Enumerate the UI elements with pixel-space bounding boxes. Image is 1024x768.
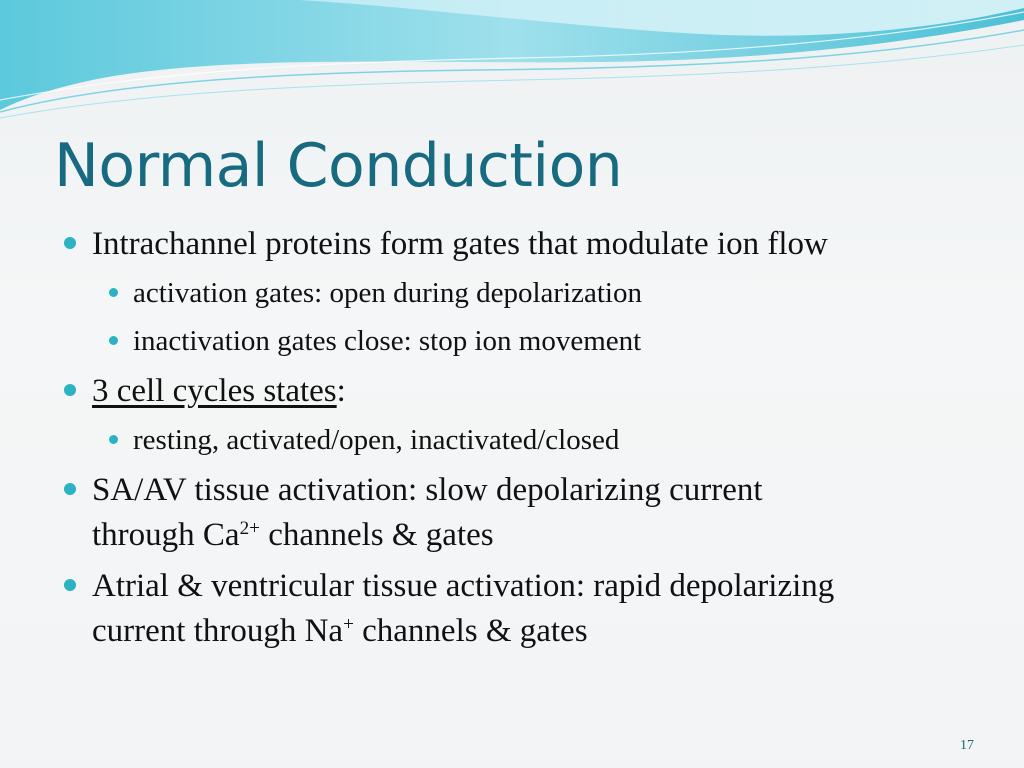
bullet-dot-icon xyxy=(64,237,76,249)
slide-body xyxy=(60,222,1000,660)
sub-bullet-text: inactivation gates close: stop ion movement xyxy=(133,325,642,357)
bullet-text-line2-pre: through Ca xyxy=(92,517,240,553)
bullet-dot-icon xyxy=(64,483,76,495)
bullet-text: Intrachannel proteins form gates that modulate ion flow xyxy=(92,226,828,262)
bullet-dot-icon xyxy=(109,336,118,345)
page-number: 17 xyxy=(960,738,974,753)
bullet-dot-icon xyxy=(109,288,118,297)
bullet-dot-icon xyxy=(64,579,76,591)
superscript: 2+ xyxy=(239,518,260,540)
bullet-item xyxy=(60,369,1000,414)
bullet-dot-icon xyxy=(109,435,118,444)
bullet-dot-icon xyxy=(64,384,76,396)
bullet-text-line1: Atrial & ventricular tissue activation: rapid depolarizing xyxy=(92,568,835,604)
superscript: + xyxy=(343,614,354,636)
slide-title: Normal Conduction xyxy=(54,131,623,201)
bullet-text-suffix: : xyxy=(336,373,346,409)
sub-bullet-item xyxy=(60,420,1000,460)
sub-bullet-item xyxy=(60,273,1000,313)
decorative-wave-banner xyxy=(0,0,1024,130)
bullet-text-line2-pre: current through Na xyxy=(92,613,344,649)
bullet-text-line1: SA/AV tissue activation: slow depolarizing current xyxy=(92,472,763,508)
bullet-text-underlined: 3 cell cycles states xyxy=(92,373,337,409)
bullet-item xyxy=(60,564,1000,654)
bullet-item xyxy=(60,468,1000,558)
bullet-text-line2-post: channels & gates xyxy=(259,517,494,553)
bullet-item xyxy=(60,222,1000,267)
sub-bullet-text: activation gates: open during depolarization xyxy=(133,277,642,309)
sub-bullet-item xyxy=(60,321,1000,361)
bullet-text-line2-post: channels & gates xyxy=(353,613,588,649)
sub-bullet-text: resting, activated/open, inactivated/closed xyxy=(133,424,620,456)
